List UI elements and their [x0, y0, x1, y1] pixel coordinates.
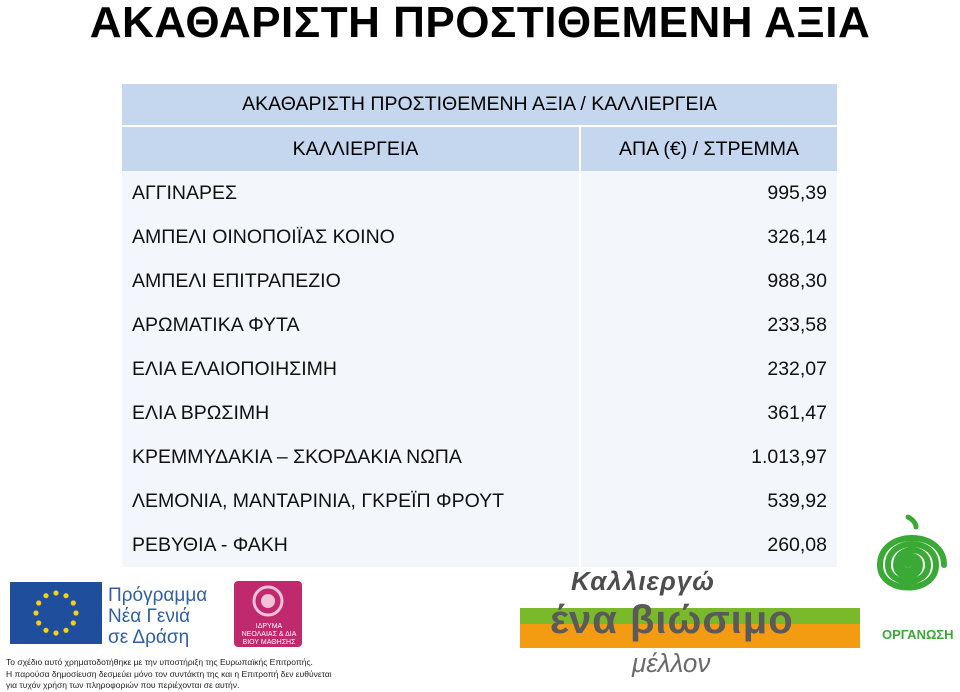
- table-row: [122, 171, 837, 215]
- value-cell: 361,47: [580, 391, 837, 435]
- slogan-line-2: ένα βιώσιμο: [550, 598, 794, 642]
- crop-cell: ΕΛΙΑ ΕΛΑΙΟΠΟΙΗΣΙΜΗ: [122, 347, 580, 391]
- disclaimer-line-1: Το σχέδιο αυτό χρηματοδοτήθηκε με την υποστήριξη της Ευρωπαϊκής Επιτροπής.: [6, 657, 313, 667]
- value-cell: 232,07: [580, 347, 837, 391]
- crop-cell: ΑΜΠΕΛΙ ΕΠΙΤΡΑΠΕΖΙΟ: [122, 259, 580, 303]
- value-cell: 260,08: [580, 523, 837, 567]
- program-logo-text: [108, 585, 218, 648]
- eu-flag-icon: [10, 582, 102, 644]
- table-row: [122, 435, 837, 479]
- table-row: [122, 215, 837, 259]
- slogan-line-3: μέλλον: [632, 648, 711, 678]
- table-row: [122, 259, 837, 303]
- column-header-crop: ΚΑΛΛΙΕΡΓΕΙΑ: [122, 126, 580, 171]
- value-cell: 233,58: [580, 303, 837, 347]
- page-title: ΑΚΑΘΑΡΙΣΤΗ ΠΡΟΣΤΙΘΕΜΕΝΗ ΑΞΙΑ: [89, 0, 871, 47]
- disclaimer-line-2: Η παρούσα δημοσίευση δεσμεύει μόνο τον συντάκτη της και η Επιτροπή δεν ευθύνεται: [6, 668, 332, 679]
- table-row: [122, 479, 837, 523]
- program-line-3: σε Δράση: [108, 627, 190, 648]
- table-header-row: [122, 126, 837, 171]
- funding-disclaimer: [6, 657, 406, 692]
- value-cell: 988,30: [580, 259, 837, 303]
- value-cell: 539,92: [580, 479, 837, 523]
- program-line-2: Νέα Γενιά: [108, 606, 191, 627]
- disclaimer-line-3: για τυχόν χρήση των πληροφοριών που περιέχονται σε αυτήν.: [6, 680, 240, 690]
- slogan-line-1: Καλλιεργώ: [571, 566, 715, 596]
- program-line-1: Πρόγραμμα: [108, 585, 208, 606]
- crop-cell: ΚΡΕΜΜΥΔΑΚΙΑ – ΣΚΟΡΔΑΚΙΑ ΝΩΠΑ: [122, 435, 580, 479]
- value-cell: 326,14: [580, 215, 837, 259]
- table-row: [122, 303, 837, 347]
- crop-cell: ΛΕΜΟΝΙΑ, ΜΑΝΤΑΡΙΝΙΑ, ΓΚΡΕΪΠ ΦΡΟΥΤ: [122, 479, 580, 523]
- crop-cell: ΕΛΙΑ ΒΡΩΣΙΜΗ: [122, 391, 580, 435]
- value-cell: 995,39: [580, 171, 837, 215]
- crop-cell: ΑΓΓΙΝΑΡΕΣ: [122, 171, 580, 215]
- table-row: [122, 347, 837, 391]
- table-caption: ΑΚΑΘΑΡΙΣΤΗ ΠΡΟΣΤΙΘΕΜΕΝΗ ΑΞΙΑ / ΚΑΛΛΙΕΡΓΕΙΑ: [122, 84, 837, 126]
- youth-foundation-text: ΙΔΡΥΜΑ ΝΕΟΛΑΙΑΣ & ΔΙΑ ΒΙΟΥ ΜΑΘΗΣΗΣ: [241, 623, 297, 646]
- crop-cell: ΑΜΠΕΛΙ ΟΙΝΟΠΟΙΪΑΣ ΚΟΙΝΟ: [122, 215, 580, 259]
- youth-foundation-emblem-icon: [234, 581, 302, 621]
- value-cell: 1.013,97: [580, 435, 837, 479]
- organosi-spiral-logo: [866, 505, 950, 625]
- table-caption-row: [122, 84, 837, 126]
- crop-cell: ΑΡΩΜΑΤΙΚΑ ΦΥΤΑ: [122, 303, 580, 347]
- crop-cell: ΡΕΒΥΘΙΑ - ΦΑΚΗ: [122, 523, 580, 567]
- table-row: [122, 523, 837, 567]
- organosi-logo-text: ΟΡΓΑΝΩΣΗ: [882, 627, 954, 642]
- column-header-value: ΑΠΑ (€) / ΣΤΡΕΜΜΑ: [580, 126, 837, 171]
- value-added-table: [122, 84, 837, 567]
- table-row: [122, 391, 837, 435]
